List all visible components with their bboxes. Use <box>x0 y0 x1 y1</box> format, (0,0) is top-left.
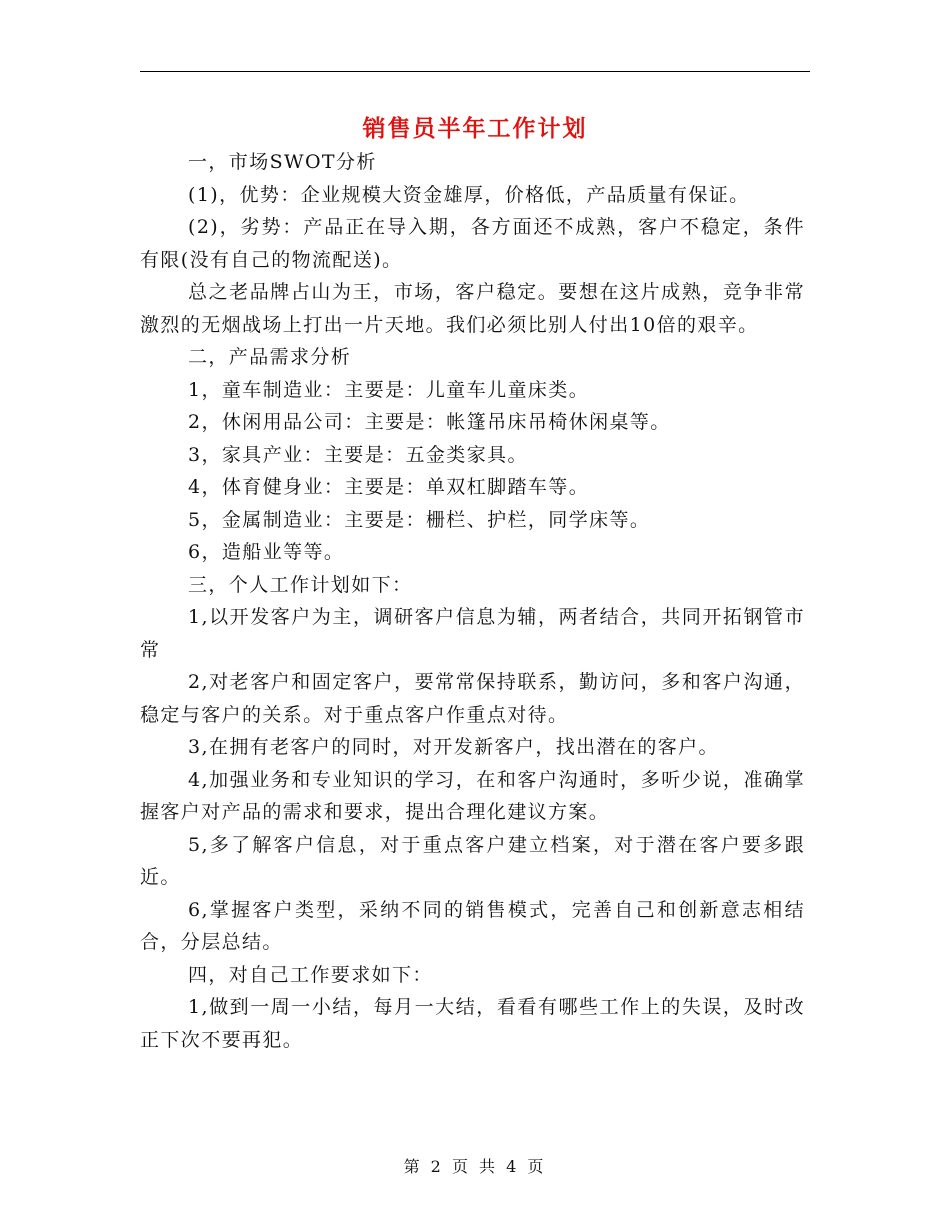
paragraph: (2)，劣势：产品正在导入期，各方面还不成熟，客户不稳定，条件有限(没有自己的物流配送)。 <box>140 216 805 271</box>
paragraph: 1,做到一周一小结，每月一大结，看看有哪些工作上的失误，及时改正下次不要再犯。 <box>140 996 805 1051</box>
paragraph: 总之老品牌占山为王，市场，客户稳定。要想在这片成熟，竞争非常激烈的无烟战场上打出一片天地。我们必须比别人付出10倍的艰辛。 <box>140 281 805 336</box>
section-heading-plan: 三，个人工作计划如下： <box>188 573 413 596</box>
section-heading-demand: 二，产品需求分析 <box>188 346 352 368</box>
paragraph: 3，家具产业：主要是：五金类家具。 <box>188 443 528 466</box>
paragraph: 1，童车制造业：主要是：儿童车儿童床类。 <box>188 378 590 401</box>
paragraph: (1)，优势：企业规模大资金雄厚，价格低，产品质量有保证。 <box>188 183 750 206</box>
paragraph: 5，金属制造业：主要是：栅栏、护栏，同学床等。 <box>188 508 651 531</box>
paragraph: 3,在拥有老客户的同时，对开发新客户，找出潜在的客户。 <box>188 736 719 758</box>
paragraph: 6,掌握客户类型，采纳不同的销售模式，完善自己和创新意志相结合，分层总结。 <box>140 898 805 953</box>
document-title: 销售员半年工作计划 <box>362 115 588 142</box>
section-heading-swot: 一，市场SWOT分析 <box>188 151 377 173</box>
paragraph: 4，体育健身业：主要是：单双杠脚踏车等。 <box>188 476 590 498</box>
paragraph: 6，造船业等等。 <box>188 541 345 563</box>
document-body <box>140 146 805 1056</box>
page-number: 第 2 页 共 4 页 <box>403 1157 547 1176</box>
paragraph: 4,加强业务和专业知识的学习，在和客户沟通时，多听少说，准确掌握客户对产品的需求和要求，提出合理化建议方案。 <box>140 768 805 823</box>
paragraph: 2，休闲用品公司：主要是：帐篷吊床吊椅休闲桌等。 <box>188 411 671 433</box>
header-rule <box>140 71 810 72</box>
paragraph: 5,多了解客户信息，对于重点客户建立档案，对于潜在客户要多跟近。 <box>140 833 805 888</box>
paragraph: 1,以开发客户为主，调研客户信息为辅，两者结合，共同开拓钢管市常 <box>140 606 805 661</box>
section-heading-requirements: 四，对自己工作要求如下： <box>188 963 433 986</box>
paragraph: 2,对老客户和固定客户，要常常保持联系，勤访问，多和客户沟通，稳定与客户的关系。对于重点客户作重点对待。 <box>140 671 805 726</box>
